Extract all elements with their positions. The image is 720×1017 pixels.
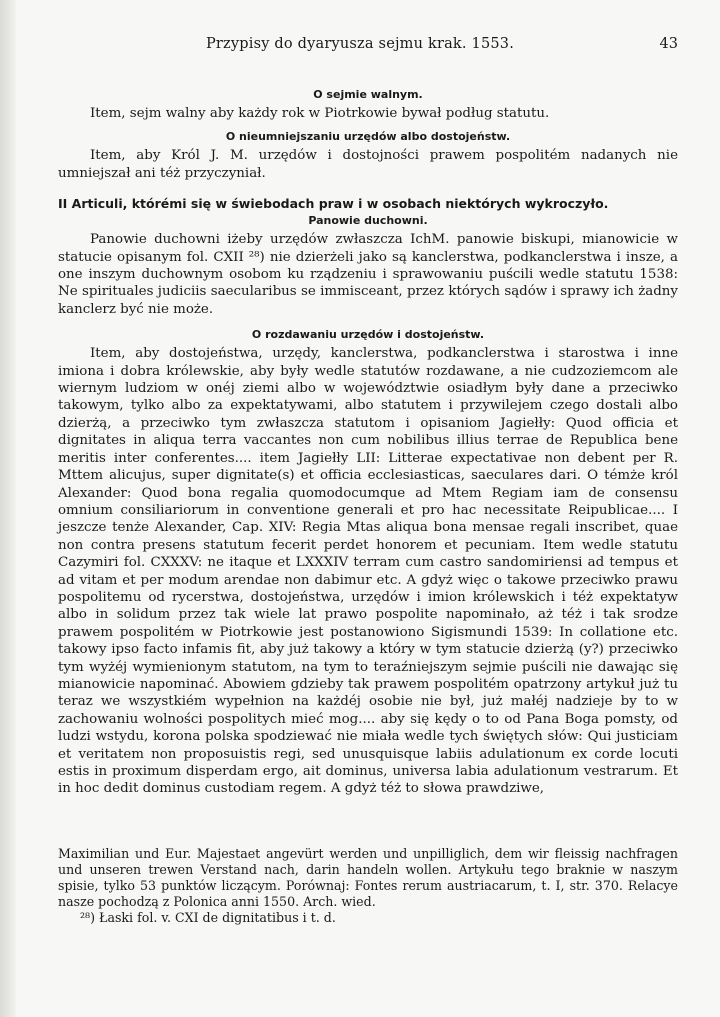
main-text bbox=[58, 88, 678, 798]
page-number: 43 bbox=[659, 36, 678, 52]
running-header bbox=[60, 36, 680, 60]
article-title: II Articuli, którémi się w świebodach praw i w osobach niektórych wykroczyło. bbox=[58, 196, 609, 212]
article-subheading: Panowie duchowni. bbox=[308, 214, 428, 228]
paragraph-duchowni: Panowie duchowni iżeby urzędów zwłaszcza IchM. panowie biskupi, mianowicie w statucie opisanym fol. CXII ²⁸) nie dzierżeli jako są kanclerstwa, podkanclerstwa i insze, a one inszym duchownym osobom ku rządzeniu i sprawowaniu puścili wedle statutu 1538: Ne spirituales judiciis saecularibus se immisceant, przez których sądów i sprawy ich żadny kanclerz być nie może. bbox=[58, 232, 678, 317]
footnote-continuation: Maximilian und Eur. Majestaet angevürt werden und unpilliglich, dem wir fleissig nachfragen und unseren trewen Verstand nach, darin handeln wollen. Artykułu tego braknie w naszym spisie, tylko 53 punktów liczącym. Porównaj: Fontes rerum austriacarum, t. I, str. 370. Relacye nasze pochodzą z Polonica anni 1550. Arch. wied. bbox=[58, 846, 678, 909]
paragraph-sejm: Item, sejm walny aby każdy rok w Piotrkowie bywał podług statutu. bbox=[90, 106, 550, 121]
header-title: Przypisy do dyaryusza sejmu krak. 1553. bbox=[205, 36, 515, 52]
footnotes bbox=[58, 846, 678, 926]
paragraph-urzedy: Item, aby Król J. M. urzędów i dostojności prawem pospolitém nadanych nie umniejszał ani téż przyczyniał. bbox=[58, 148, 678, 181]
paragraph-rozdawanie: Item, aby dostojeństwa, urzędy, kanclerstwa, podkanclerstwa i starostwa i inne imiona i dobra królewskie, aby były wedle statutów rozdawane, a nie cudzoziemcom ale wiernym ludziom w onéj ziemi albo w województwie osiadłym były dane a przeciwko takowym, tylko albo za expektatywami, albo statutem i przywilejem czego dostali albo dzierżą, a przeciwko tym zwłaszcza statutom i opisaniom Jagiełły: Quod officia et dignitates in aliqua terra vaccantes non cum nobilibus illius terrae de Republica bene meritis inter conferentes.... item Jagiełły LII: Litterae expectativae non debent per R. Mttem alicujus, super dignitate(s) et officia ecclesiasticas, saeculares dari. O témże król Alexander: Quod bona regalia quomodocumque ad Mtem Regiam iam de consensu omnium consiliariorum in conventione generali et pro hac necessitate Reipublicae.... I jeszcze tenże Alexander, Cap. XIV: Regia Mtas aliqua bona mensae regali inscribet, quae non contra presens statutum fecerit perdet honorem et pecuniam. Item wedle statutu Cazymiri fol. CXXXV: ne itaque et LXXXIV terram cum castro sandomiriensi ad tempus et ad vitam et per modum arendae non dabimur etc. A gdyż więc o takowe przeciwko prawu pospolitemu od rycerstwa, dostojeństwa, urzędów i imion królewskich i téż expektatyw albo in solidum przez tak wiele lat prawo pospolite napominało, aż téż i tak srodze prawem pospolitém w Piotrkowie jest postanowiono Sigismundi 1539: In collatione etc. takowy ipso facto infamis fit, aby już takowy a który w tym statucie dzierżą (y?) przeciwko tym wyżéj wymienionym statutom, na tym to teraźniejszym sejmie puścili nie dawając się mianowicie napominać. Abowiem gdzieby tak prawem pospolitém opatrzony artykuł już tu teraz we wszystkiém wypełnion na każdéj osobie nie był, już małéj nadzieje by to w zachowaniu wolności pospolitych mieć mog.... aby się kędy o to od Pana Boga pomsty, od ludzi wstydu, korona polska spodziewać nie miała wedle tych świętych słów: Qui justiciam et veritatem non proposuistis regi, sed unusquisque labiis adulationum ex corde locuti estis in proximum disperdam ergo, ait dominus, universa labia adulationum vestrarum. Et in hoc dedit dominus custodiam regem. A gdyż téż to słowa prawdziwe, bbox=[58, 346, 678, 797]
section-heading-sejm: O sejmie walnym. bbox=[313, 88, 423, 101]
section-heading-rozdawanie: O rozdawaniu urzędów i dostojeństw. bbox=[251, 328, 485, 342]
footnote-28: ²⁸) Łaski fol. v. CXI de dignitatibus i t. d. bbox=[80, 910, 336, 925]
section-heading-urzedy: O nieumniejszaniu urzędów albo dostojeństw. bbox=[225, 130, 511, 144]
page-edge-shadow bbox=[0, 0, 16, 1017]
